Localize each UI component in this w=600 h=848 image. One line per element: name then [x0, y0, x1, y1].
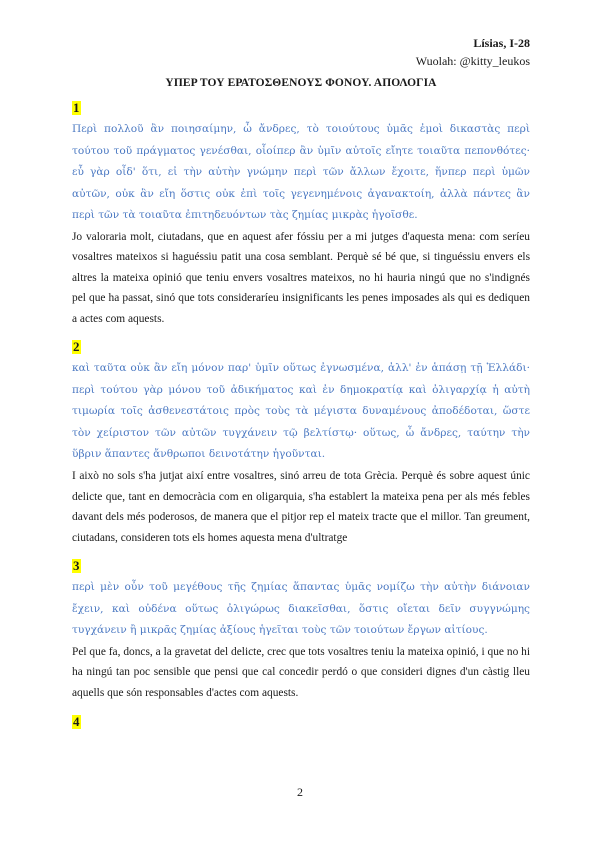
- catalan-translation: Jo valoraria molt, ciutadans, que en aquest afer fóssiu per a mi jutges d'aquesta mena: com seríeu vosaltres mateixos si haguéssiu patit una cosa semblant. Perquè sé bé que, si tinguéssiu envers els altres la mateixa opinió que teniu envers vosaltres mateixos, no hi hauria ningú que no s'indignés pel que ha passat, sinó que tots consideraríeu insignificants les penes imposades als qui es dediquen a actes com aquests.: [72, 230, 530, 325]
- section-number: 3: [73, 558, 80, 574]
- section-number: 2: [73, 339, 80, 355]
- section-4: [72, 713, 530, 733]
- page-number: 2: [297, 785, 303, 799]
- section-1: [72, 99, 530, 329]
- catalan-translation: I això no sols s'ha jutjat així entre vosaltres, sinó arreu de tota Grècia. Perquè és sobre aquest únic delicte que, tant en democràcia com en oligarquia, s'ha establert la mateixa pena per als més febles davant dels més poderosos, de manera que el pitjor rep el mateix tracte que el millor. Tan greument, ciutadans, consideren tots els homes aquesta mena d'ultratge: [72, 469, 530, 544]
- section-number: 1: [73, 100, 80, 115]
- greek-text: Περὶ πολλοῦ ἂν ποιησαίμην, ὦ ἄνδρες, τὸ τοιούτους ὑμᾶς ἐμοὶ δικαστὰς περὶ τούτου τοῦ πράγματος γενέσθαι, οἷοίπερ ἂν ὑμῖν αὐτοῖς εἴητε τοιαῦτα πεπονθότες· εὖ γὰρ οἶδ' ὅτι, εἰ τὴν αὐτὴν γνώμην περὶ τῶν ἄλλων ἔχοιτε, ἥνπερ περὶ ὑμῶν αὐτῶν, οὐκ ἂν εἴη ὅστις οὐκ ἐπὶ τοῖς γεγενημένοις ἀγανακτοίη, ἀλλὰ πάντες ἂν περὶ τῶν τὰ τοιαῦτα ἐπιτηδευόντων τὰς ζημίας μικρὰς ἡγοῖσθε.: [72, 123, 530, 221]
- section-3: [72, 557, 530, 703]
- document-page: [72, 34, 530, 737]
- document-title: ΥΠΕΡ ΤΟΥ ΕΡΑΤΟΣΘΕΝΟΥΣ ΦΟΝΟΥ. ΑΠΟΛΟΓΙΑ: [165, 77, 437, 89]
- header-title: Lísias, I-28: [473, 36, 530, 50]
- catalan-translation: Pel que fa, doncs, a la gravetat del delicte, crec que tots vosaltres teniu la mateixa opinió, i que no hi ha ningú tan poc sensible que pensi que cal concedir perdó o que consideri dignes d'un càstig lleu aquells que són responsables d'actes com aquests.: [72, 645, 530, 700]
- section-number: 4: [73, 713, 80, 729]
- section-2: [72, 338, 530, 548]
- header-author: Wuolah: @kitty_leukos: [415, 54, 530, 68]
- greek-text: περὶ μὲν οὖν τοῦ μεγέθους τῆς ζημίας ἅπαντας ὑμᾶς νομίζω τὴν αὐτὴν διάνοιαν ἔχειν, καὶ οὐδένα οὕτως ὀλιγώρως διακεῖσθαι, ὅστις οἴεται δεῖν συγγνώμης τυγχάνειν ἢ μικρᾶς ζημίας ἀξίους ἡγεῖται τοὺς τῶν τοιούτων ἔργων αἰτίους.: [72, 581, 530, 637]
- greek-text: καὶ ταῦτα οὐκ ἂν εἴη μόνον παρ' ὑμῖν οὕτως ἐγνωσμένα, ἀλλ' ἐν ἁπάσῃ τῇ Ἑλλάδι· περὶ τούτου γὰρ μόνου τοῦ ἀδικήματος καὶ ἐν δημοκρατίᾳ καὶ ὀλιγαρχίᾳ ἡ αὐτὴ τιμωρία τοῖς ἀσθενεστάτοις πρὸς τοὺς τὰ μέγιστα δυναμένους ἀποδέδοται, ὥστε τὸν χείριστον τῶν αὐτῶν τυγχάνειν τῷ βελτίστῳ· οὕτως, ὦ ἄνδρες, ταύτην τὴν ὕβριν ἅπαντες ἄνθρωποι δεινοτάτην ἡγοῦνται.: [72, 362, 530, 461]
